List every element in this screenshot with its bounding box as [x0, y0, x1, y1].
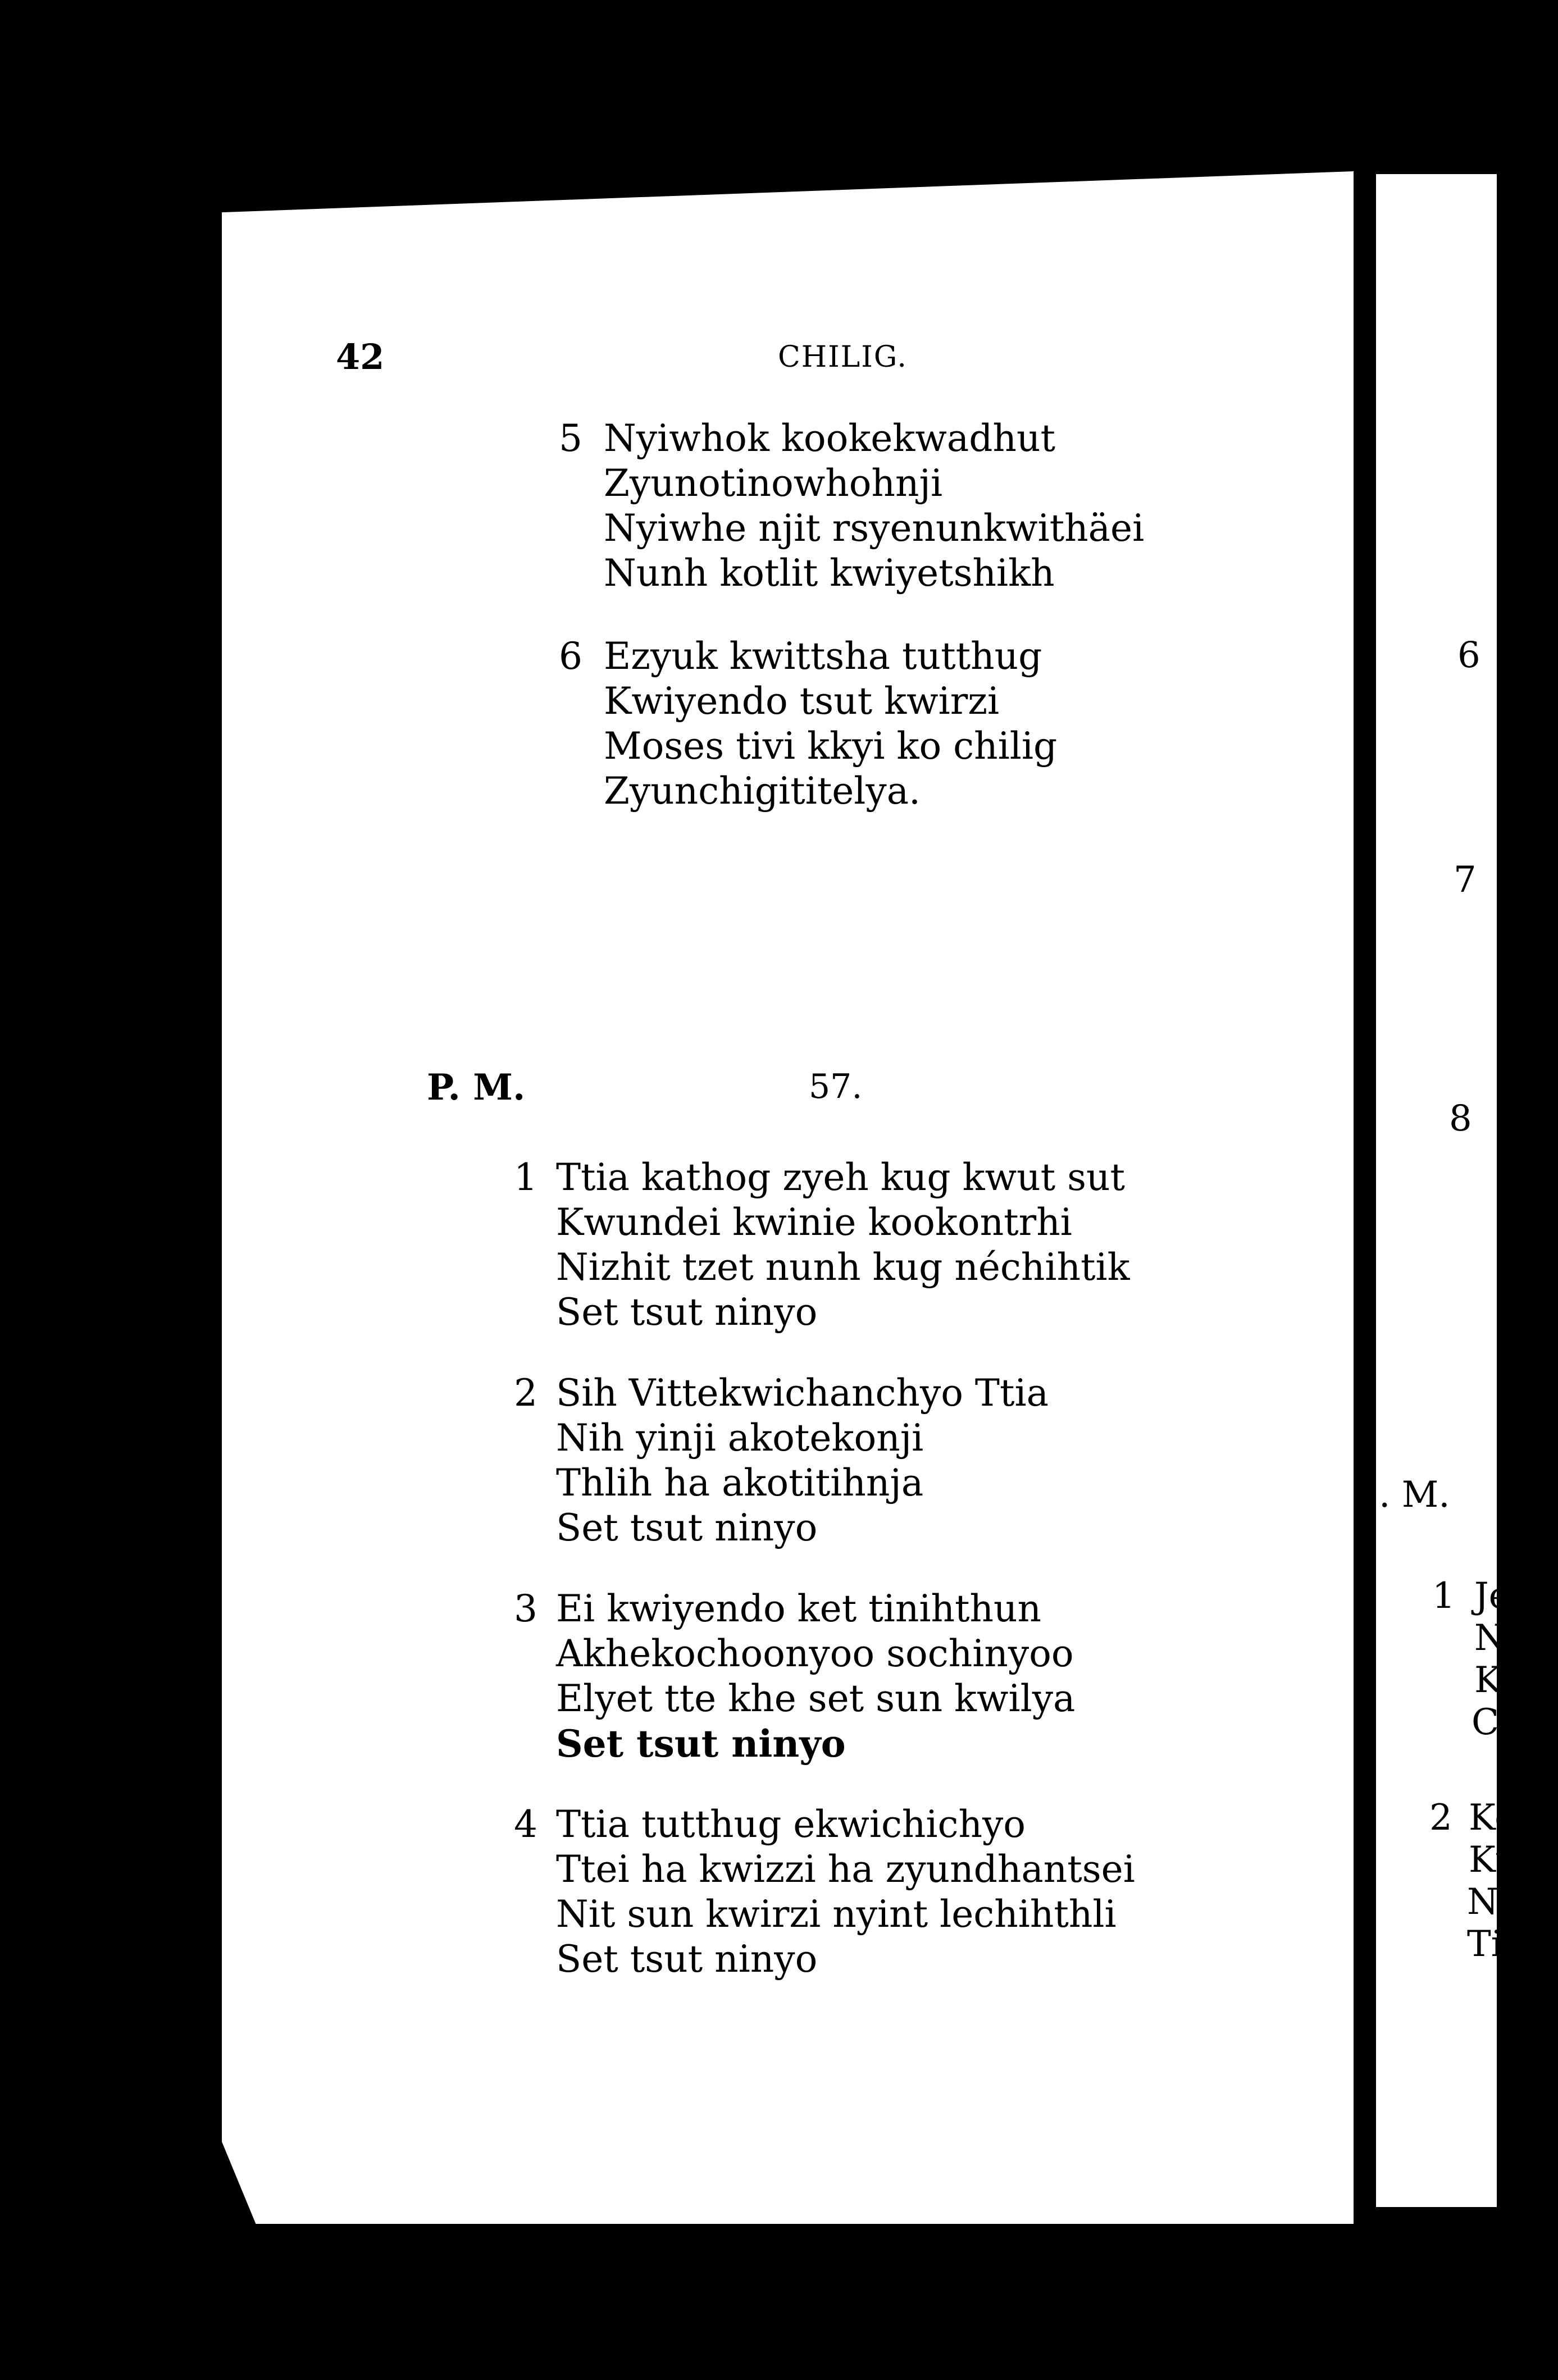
- stanza-number: 4: [514, 1803, 537, 1846]
- stanza-line: Ei kwiyendo ket tinihthun: [556, 1587, 1042, 1630]
- stanza-number: 6: [559, 635, 582, 678]
- stanza-line: Set tsut ninyo: [556, 1506, 818, 1549]
- stanza-line: Sih Vittekwichanchyo Ttia: [556, 1371, 1049, 1415]
- right-page-stanza-number: 1: [1432, 1575, 1455, 1617]
- stanza-line: Set tsut ninyo: [556, 1937, 818, 1981]
- stanza-number: 1: [514, 1156, 537, 1199]
- meter-label: P. M.: [427, 1066, 526, 1109]
- right-page-line: Ke: [1474, 1659, 1521, 1701]
- right-page-line: Kw: [1469, 1839, 1527, 1881]
- stanza-line: Ttia tutthug ekwichichyo: [556, 1803, 1026, 1846]
- stanza-line: Elyet tte khe set sun kwilya: [556, 1677, 1076, 1720]
- stanza-line: Nyiwhe njit rsyenunkwithäei: [604, 507, 1145, 550]
- right-page-line: Ne: [1467, 1881, 1520, 1923]
- stanza-line: Nit sun kwirzi nyint lechihthli: [556, 1893, 1117, 1936]
- right-page-line: Tin: [1467, 1923, 1526, 1965]
- stanza-line: Thlih ha akotitihnja: [556, 1461, 924, 1504]
- right-page-meter-fragment: . M.: [1379, 1474, 1450, 1516]
- stanza-line: Nih yinji akotekonji: [556, 1416, 924, 1460]
- hymn-number: 57.: [809, 1067, 863, 1106]
- page-number: 42: [336, 336, 385, 377]
- right-page-line: Ch: [1472, 1702, 1523, 1743]
- stanza-line: Ttei ha kwizzi ha zyundhantsei: [556, 1848, 1135, 1891]
- stanza-number: 5: [559, 417, 582, 460]
- stanza-line: Nunh kotlit kwiyetshikh: [604, 551, 1055, 595]
- stanza-line: Zyunotinowhohnji: [604, 462, 943, 505]
- right-page-stanza-number: 8: [1449, 1098, 1472, 1139]
- running-head: CHILIG.: [778, 340, 908, 374]
- stanza-line: Set tsut ninyo: [556, 1722, 846, 1766]
- stanza-line: Akhekochoonyoo sochinyoo: [556, 1632, 1074, 1675]
- gutter-shadow: [1359, 168, 1376, 2246]
- stanza-line: Moses tivi kkyi ko chilig: [604, 724, 1058, 768]
- stanza-line: Nyiwhok kookekwadhut: [604, 417, 1055, 460]
- stanza-line: Set tsut ninyo: [556, 1291, 818, 1334]
- stanza-line: Zyunchigititelya.: [604, 769, 921, 813]
- stanza-line: Ezyuk kwittsha tutthug: [604, 635, 1042, 678]
- right-page-line: Je: [1474, 1575, 1510, 1617]
- right-page-stanza-number: 2: [1429, 1797, 1452, 1839]
- stanza-line: Kwiyendo tsut kwirzi: [604, 680, 1000, 723]
- right-page-stanza-number: 7: [1454, 859, 1477, 901]
- right-page-line: Ke: [1469, 1797, 1516, 1839]
- stanza-line: Kwundei kwinie kookontrhi: [556, 1201, 1072, 1244]
- stanza-line: Nizhit tzet nunh kug néchihtik: [556, 1246, 1130, 1289]
- right-page-line: Ni: [1474, 1617, 1518, 1659]
- stanza-line: Ttia kathog zyeh kug kwut sut: [556, 1156, 1126, 1199]
- stanza-number: 3: [514, 1587, 537, 1630]
- right-page-stanza-number: 6: [1457, 635, 1480, 676]
- stanza-number: 2: [514, 1371, 537, 1415]
